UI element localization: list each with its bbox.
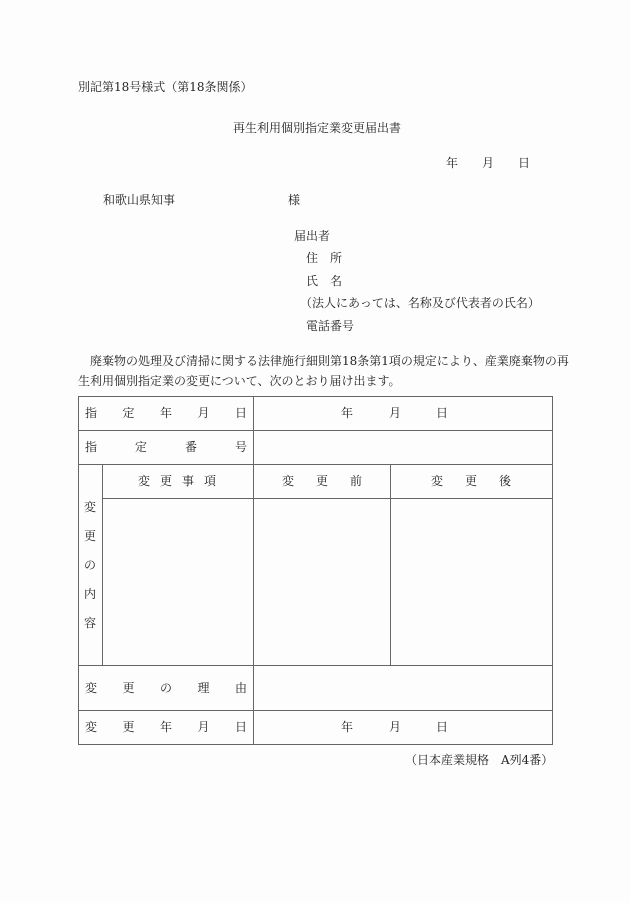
date-month-label: 月 xyxy=(482,156,495,170)
table-col-divider xyxy=(102,464,103,665)
date-year-label: 年 xyxy=(446,156,459,170)
side-label-char: 内 xyxy=(84,587,97,601)
side-label-char: 更 xyxy=(84,529,97,543)
body-text-line-1: 廃棄物の処理及び清掃に関する法律施行細則第18条第1項の規定により、産業廃棄物の再 xyxy=(78,354,569,368)
label-char: 定 xyxy=(122,406,135,420)
document-title: 再生利用個別指定業変更届出書 xyxy=(233,121,402,135)
table-row-divider xyxy=(102,498,553,499)
addressee-honorific: 様 xyxy=(288,193,301,207)
header-char: 更 xyxy=(464,474,477,488)
address-label-char: 住 xyxy=(306,251,319,265)
body-text-line-2: 生利用個別指定業の変更について、次のとおり届け出ます。 xyxy=(78,374,401,388)
label-char: 更 xyxy=(122,681,135,695)
header-char: 変 xyxy=(431,474,444,488)
label-char: 指 xyxy=(85,406,98,420)
table-border-top xyxy=(78,396,553,397)
label-char: 号 xyxy=(234,440,247,454)
label-char: 変 xyxy=(85,720,98,734)
designation-month-label: 月 xyxy=(389,406,402,420)
header-char: 更 xyxy=(315,474,328,488)
change-item-header xyxy=(138,474,216,488)
side-label-char: 変 xyxy=(84,500,97,514)
label-char: 年 xyxy=(159,720,172,734)
after-change-header xyxy=(431,474,511,488)
header-char: 変 xyxy=(282,474,295,488)
label-char: の xyxy=(159,681,172,695)
label-char: 日 xyxy=(234,406,247,420)
designation-year-label: 年 xyxy=(341,406,354,420)
footer-note: （日本産業規格 A列4番） xyxy=(405,753,554,767)
before-change-field[interactable] xyxy=(257,502,387,662)
name-label-char: 名 xyxy=(330,274,343,288)
designation-date-label xyxy=(85,406,247,420)
corporate-note: （法人にあっては、名称及び代表者の氏名） xyxy=(300,296,540,310)
label-char: 更 xyxy=(122,720,135,734)
change-month-label: 月 xyxy=(389,720,402,734)
before-change-header xyxy=(282,474,362,488)
change-date-label xyxy=(85,720,247,734)
table-border-left xyxy=(78,396,79,745)
phone-label: 電話番号 xyxy=(306,319,355,333)
date-day-label: 日 xyxy=(518,156,531,170)
label-char: 月 xyxy=(197,720,210,734)
label-char: 番 xyxy=(184,440,197,454)
table-col-divider xyxy=(253,396,254,745)
header-char: 更 xyxy=(160,474,173,488)
name-label xyxy=(306,274,342,288)
label-char: 由 xyxy=(234,681,247,695)
side-label-char: 容 xyxy=(84,616,97,630)
name-label-char: 氏 xyxy=(306,274,319,288)
table-border-bottom xyxy=(78,744,553,745)
change-item-field[interactable] xyxy=(106,502,250,662)
change-year-label: 年 xyxy=(341,720,354,734)
header-char: 項 xyxy=(204,474,217,488)
table-row-divider xyxy=(78,665,553,666)
label-char: 月 xyxy=(197,406,210,420)
change-reason-label xyxy=(85,681,247,695)
label-char: 理 xyxy=(197,681,210,695)
label-char: 指 xyxy=(85,440,98,454)
label-char: 日 xyxy=(234,720,247,734)
after-change-field[interactable] xyxy=(394,502,549,662)
designation-number-label xyxy=(85,440,247,454)
designation-day-label: 日 xyxy=(436,406,449,420)
form-number: 別記第18号様式（第18条関係） xyxy=(78,80,253,94)
notifier-heading: 届出者 xyxy=(294,229,331,243)
table-border-right xyxy=(552,396,553,745)
table-row-divider xyxy=(78,710,553,711)
table-col-divider xyxy=(390,464,391,665)
table-row-divider xyxy=(78,430,553,431)
label-char: 年 xyxy=(159,406,172,420)
address-label-char: 所 xyxy=(330,251,343,265)
header-char: 前 xyxy=(349,474,362,488)
table-row-divider xyxy=(78,464,553,465)
header-char: 変 xyxy=(138,474,151,488)
label-char: 変 xyxy=(85,681,98,695)
address-label xyxy=(306,251,342,265)
addressee-name: 和歌山県知事 xyxy=(103,193,176,207)
header-char: 事 xyxy=(182,474,195,488)
label-char: 定 xyxy=(134,440,147,454)
header-char: 後 xyxy=(498,474,511,488)
side-label-char: の xyxy=(84,558,97,572)
change-day-label: 日 xyxy=(436,720,449,734)
